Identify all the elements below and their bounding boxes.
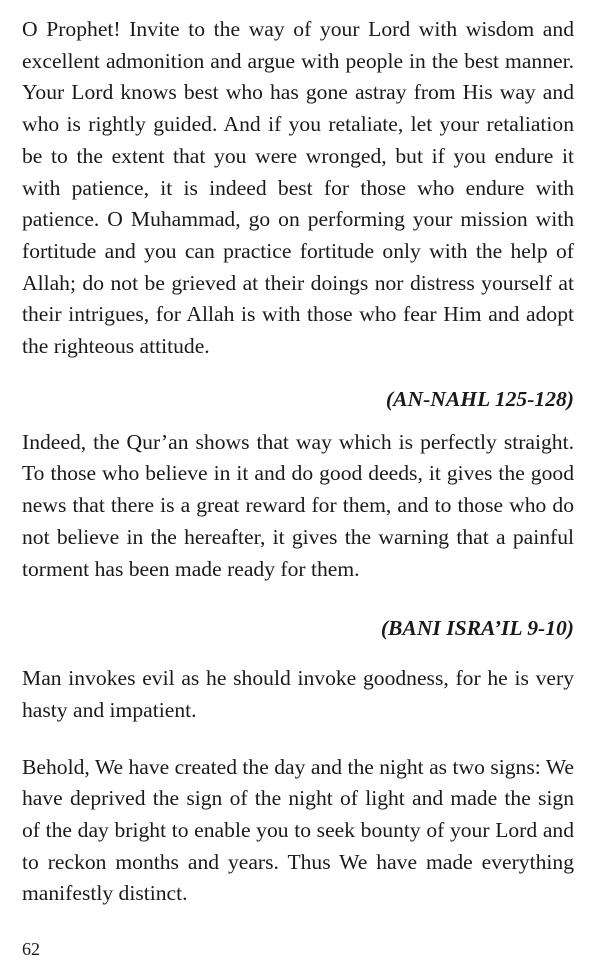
page-content (22, 14, 574, 910)
page-number: 62 (22, 939, 40, 959)
reference-an-nahl: (AN-NAHL 125-128) (385, 386, 574, 411)
reference-bani-israil: (BANI ISRA’IL 9-10) (380, 616, 574, 641)
paragraph-man-invokes-evil: Man invokes evil as he should invoke goodness, for he is very hasty and impatient. (22, 666, 574, 722)
paragraph-bani-israil-text: Indeed, the Qur’an shows that way which is perfectly straight. To those who believe in it and do good deeds, it gives the good news that there is a great reward for them, and to those who do not believe in the hereafter, it gives the warning that a painful torment has been made ready for them. (22, 429, 574, 581)
paragraph-an-nahl-text: O Prophet! Invite to the way of your Lord with wisdom and excellent admonition and argue with people in the best manner. Your Lord knows best who has gone astray from His way and who is rightly guided. And if you retaliate, let your retaliation be to the extent that you were wronged, but if you endure it with patience, it is indeed best for those who endure with patience. O Muhammad, go on performing your mission with fortitude and you can practice fortitude only with the help of Allah; do not be grieved at their doings nor distress yourself at their intrigues, for Allah is with those who fear Him and adopt the righteous attitude. (22, 17, 574, 359)
paragraph-day-and-night: Behold, We have created the day and the night as two signs: We have deprived the sign of the night of light and made the sign of the day bright to enable you to seek bounty of your Lord and to reckon months and years. Thus We have made everything manifestly distinct. (22, 754, 574, 906)
